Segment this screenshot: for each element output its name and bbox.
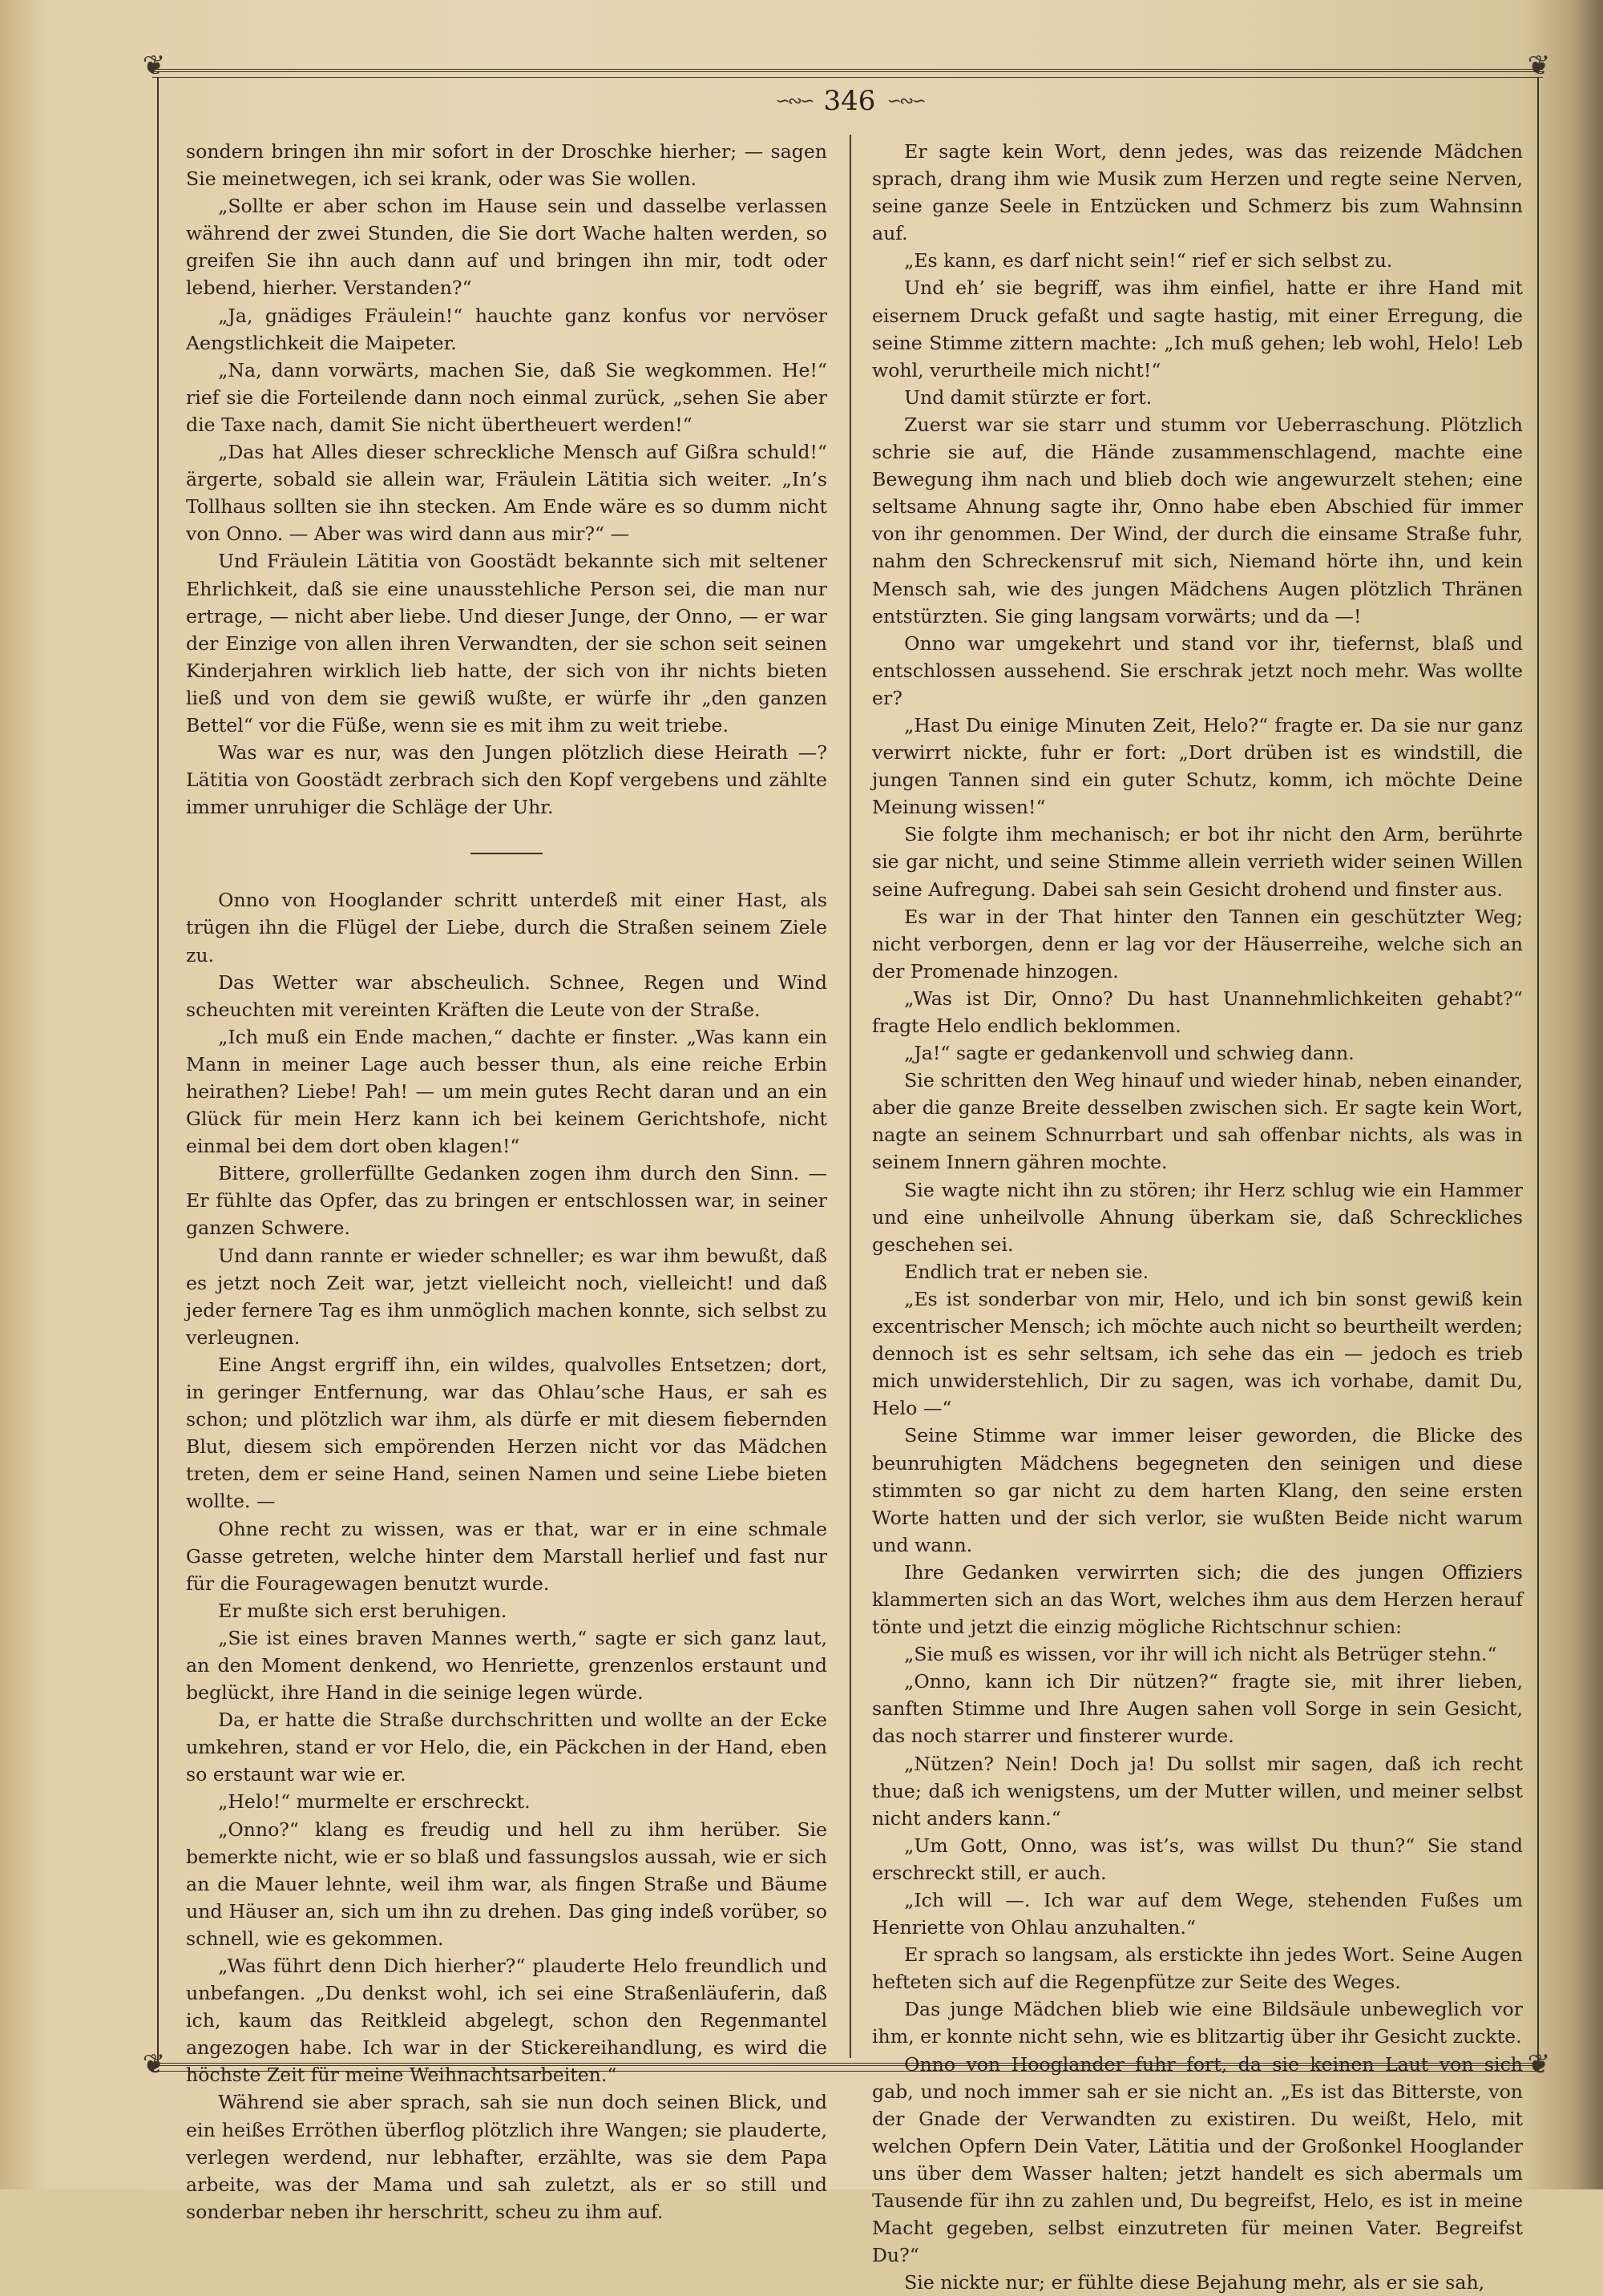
paragraph: Onno von Hooglander schritt unterdeß mit einer Hast, als trügen ihn die Flügel der Liebe, durch die Straßen seinem Ziele zu.: [186, 889, 827, 966]
paragraph: Was war es nur, was den Jungen plötzlich diese Heirath —? Lätitia von Goostädt zerbrach sich den Kopf vergebens und zählte immer unruhiger die Schläge der Uhr.: [186, 741, 827, 819]
paragraph: Onno von Hooglander fuhr fort, da sie keinen Laut von sich gab, und noch immer sah er sie nicht an. „Es ist das Bitterste, von der Gnade der Verwandten zu existiren. Du weißt, Helo, mit welchen Opfern Dein Vater, Lätitia und der Großonkel Hooglander uns über dem Wasser halten; jetzt handelt es sich abermals um Tausende für ihn zu zahlen und, Du begreifst, Helo, es ist in meine Macht gegeben, selbst einzutreten für meinen Vater. Begreifst Du?“: [872, 2052, 1523, 2267]
paragraph: Ohne recht zu wissen, was er that, war er in eine schmale Gasse getreten, welche hinter dem Marstall herlief und fast nur für die Fouragewagen benutzt wurde.: [186, 1517, 827, 1595]
paragraph: sondern bringen ihn mir sofort in der Droschke hierher; — sagen Sie meinetwegen, ich sei krank, oder was Sie wollen.: [186, 140, 827, 191]
paragraph: „Hast Du einige Minuten Zeit, Helo?“ fragte er. Da sie nur ganz verwirrt nickte, fuhr er fort: „Dort drüben ist es windstill, die jungen Tannen sind ein guter Schutz, komm, ich möchte Deine Meinung wissen!“: [872, 713, 1523, 819]
paragraph: Bittere, grollerfüllte Gedanken zogen ihm durch den Sinn. — Er fühlte das Opfer, das zu bringen er entschlossen war, in seiner ganzen Schwere.: [186, 1162, 827, 1240]
paragraph: Es war in der That hinter den Tannen ein geschützter Weg; nicht verborgen, denn er lag vor der Häuserreihe, welche sich an der Promenade hinzogen.: [872, 905, 1523, 983]
paragraph: Er mußte sich erst beruhigen.: [218, 1599, 507, 1622]
paragraph: „Helo!“ murmelte er erschreckt.: [218, 1790, 531, 1814]
flourish-right-icon: ∽∾∽: [886, 91, 924, 111]
paragraph: Endlich trat er neben sie.: [904, 1260, 1149, 1283]
paragraph: Und Fräulein Lätitia von Goostädt bekannte sich mit seltener Ehrlichkeit, daß sie eine unausstehliche Person sei, die man nur ertrage, — nicht aber liebe. Und dieser Junge, der Onno, — er war der Einzige von allen ihren Verwandten, der sie schon seit seinen Kinderjahren wirklich lieb hatte, der sich von ihr nichts bieten ließ und von dem sie gewiß wußte, er würfe ihr „den ganzen Bettel“ vor die Füße, wenn sie es mit ihm zu weit triebe.: [186, 550, 827, 736]
paragraph: „Na, dann vorwärts, machen Sie, daß Sie wegkommen. He!“ rief sie die Forteilende dann noch einmal zurück, „sehen Sie aber die Taxe nach, damit Sie nicht übertheuert werden!“: [186, 358, 827, 436]
paragraph: Zuerst war sie starr und stumm vor Ueberraschung. Plötzlich schrie sie auf, die Hände zusammenschlagend, machte eine Bewegung ihm nach und blieb doch wie angewurzelt stehen; eine seltsame Ahnung sagte ihr, Onno habe eben Abschied für immer von ihr genommen. Der Wind, der durch die einsame Straße fuhr, nahm den Schreckensruf mit sich, Niemand hörte ihn, und kein Mensch sah, wie des jungen Mädchens Augen plötzlich Thränen entstürzten. Sie ging langsam vorwärts; und da —!: [872, 413, 1523, 627]
paragraph: „Ich muß ein Ende machen,“ dachte er finster. „Was kann ein Mann in meiner Lage auch besser thun, als eine reiche Erbin heirathen? Liebe! Pah! — um mein gutes Recht daran und an ein Glück für mein Herz kann ich bei keinem Gerichtshofe, nicht einmal bei dem dort oben klagen!“: [186, 1025, 827, 1158]
left-border: [157, 77, 159, 2063]
paragraph: „Onno, kann ich Dir nützen?“ fragte sie, mit ihrer lieben, sanften Stimme und Ihre Augen sahen voll Sorge in sein Gesicht, das noch starrer und finsterer wurde.: [872, 1670, 1523, 1748]
paragraph: „Es kann, es darf nicht sein!“ rief er sich selbst zu.: [904, 249, 1393, 272]
paragraph: Ihre Gedanken verwirrten sich; die des jungen Offiziers klammerten sich an das Wort, welches ihm aus dem Herzen herauf tönte und jetzt die einzig mögliche Richtschnur schien:: [872, 1560, 1523, 1639]
page-number: 346: [823, 85, 876, 117]
left-column: [186, 138, 827, 2225]
paragraph: „Sie muß es wissen, vor ihr will ich nicht als Betrüger stehn.“: [904, 1643, 1497, 1666]
paragraph: Und damit stürzte er fort.: [904, 385, 1153, 409]
right-column: [872, 138, 1523, 2296]
flourish-left-icon: ∽∾∽: [775, 91, 813, 111]
paragraph: Sie nickte nur; er fühlte diese Bejahung mehr, als er sie sah,: [904, 2271, 1485, 2294]
paragraph: „Ja, gnädiges Fräulein!“ hauchte ganz konfus vor nervöser Aengstlichkeit die Maipeter.: [186, 304, 827, 354]
paragraph: Sie folgte ihm mechanisch; er bot ihr nicht den Arm, berührte sie gar nicht, und seine Stimme allein verrieth wider seinen Willen seine Aufregung. Dabei sah sein Gesicht drohend und finster aus.: [872, 823, 1523, 901]
corner-ornament-top-right-icon: ❦: [1527, 50, 1551, 82]
paragraph: Und dann rannte er wieder schneller; es war ihm bewußt, daß es jetzt noch Zeit war, jetzt vielleicht noch, vielleicht! und daß jeder fernere Tag es ihm unmöglich machen konnte, sich selbst zu verleugnen.: [186, 1244, 827, 1349]
corner-ornament-top-left-icon: ❦: [142, 50, 166, 82]
paragraph: „Ja!“ sagte er gedankenvoll und schwieg dann.: [904, 1042, 1355, 1065]
paragraph: „Um Gott, Onno, was ist’s, was willst Du thun?“ Sie stand erschreckt still, er auch.: [872, 1834, 1523, 1884]
paragraph: Da, er hatte die Straße durchschritten und wollte an der Ecke umkehren, stand er vor Helo, die, ein Päckchen in der Hand, eben so erstaunt war wie er.: [186, 1709, 827, 1786]
paragraph: Er sagte kein Wort, denn jedes, was das reizende Mädchen sprach, drang ihm wie Musik zum Herzen und regte seine Nerven, seine ganze Seele in Entzücken und Schmerz bis zum Wahnsinn auf.: [872, 140, 1523, 245]
paragraph: Das junge Mädchen blieb wie eine Bildsäule unbeweglich vor ihm, er konnte nicht sehn, wie es blitzartig über ihr Gesicht zuckte.: [872, 1998, 1523, 2048]
paragraph: Und eh’ sie begriff, was ihm einfiel, hatte er ihre Hand mit eisernem Druck gefaßt und sagte hastig, mit einer Erregung, die seine Stimme zittern machte: „Ich muß gehen; leb wohl, Helo! Leb wohl, verurtheile mich nicht!“: [872, 276, 1523, 381]
column-divider: [850, 135, 851, 2058]
top-border: [152, 69, 1543, 72]
paragraph: Während sie aber sprach, sah sie nun doch seinen Blick, und ein heißes Erröthen überflog plötzlich ihre Wangen; sie plauderte, verlegen werdend, nur lebhafter, erzählte, was sie dem Papa arbeite, was der Mama und sah zuletzt, als er so still und sonderbar neben ihr herschritt, scheu zu ihm auf.: [186, 2091, 827, 2223]
paragraph: Seine Stimme war immer leiser geworden, die Blicke des beunruhigten Mädchens begegneten den seinigen und diese stimmten so gar nicht zu dem harten Klang, den seine ersten Worte hatten und der sich verlor, sie wußten Beide nicht warum und wann.: [872, 1424, 1523, 1556]
paragraph: „Onno?“ klang es freudig und hell zu ihm herüber. Sie bemerkte nicht, wie er so blaß und fassungslos aussah, wie er sich an die Mauer lehnte, weil ihm war, als fingen Straße und Bäume und Häuser an, sich um ihn zu drehen. Das ging indeß vorüber, so schnell, wie es gekommen.: [186, 1818, 827, 1950]
top-border-inner: [152, 77, 1543, 78]
paragraph: Das Wetter war abscheulich. Schnee, Regen und Wind scheuchten mit vereinten Kräften die Leute von der Straße.: [186, 970, 827, 1021]
paragraph: „Sie ist eines braven Mannes werth,“ sagte er sich ganz laut, an den Moment denkend, wo Henriette, grenzenlos erstaunt und beglückt, ihre Hand in die seinige legen würde.: [186, 1626, 827, 1705]
paragraph: Sie wagte nicht ihn zu stören; ihr Herz schlug wie ein Hammer und eine unheilvolle Ahnung überkam sie, daß Schreckliches geschehen sei.: [872, 1178, 1523, 1256]
corner-ornament-bottom-left-icon: ❦: [142, 2048, 166, 2080]
right-border: [1537, 77, 1539, 2063]
paragraph: „Was führt denn Dich hierher?“ plauderte Helo freundlich und unbefangen. „Du denkst wohl, ich sei eine Straßenläuferin, daß ich, kaum das Reitkleid abgelegt, schon den Regenmantel angezogen habe. Ich war in der Stickereihandlung, es wird die höchste Zeit für meine Weihnachtsarbeiten.“: [186, 1955, 827, 2087]
paragraph: „Das hat Alles dieser schreckliche Mensch auf Gißra schuld!“ ärgerte, sobald sie allein war, Fräulein Lätitia sich weiter. „In’s Tollhaus sollten sie ihn stecken. Am Ende wäre es so dumm nicht von Onno. — Aber was wird dann aus mir?“ —: [186, 441, 827, 546]
paragraph: „Nützen? Nein! Doch ja! Du sollst mir sagen, daß ich recht thue; daß ich wenigstens, um der Mutter willen, und meiner selbst nicht anders kann.“: [872, 1752, 1523, 1830]
paragraph: „Was ist Dir, Onno? Du hast Unannehmlichkeiten gehabt?“ fragte Helo endlich beklommen.: [872, 987, 1523, 1037]
paragraph: „Es ist sonderbar von mir, Helo, und ich bin sonst gewiß kein excentrischer Mensch; ich möchte auch nicht so beurtheilt werden; dennoch ist es sehr seltsam, ich sehe das ein — jedoch es trieb mich unwiderstehlich, Dir zu sagen, was ich vorhabe, damit Du, Helo —“: [872, 1287, 1523, 1420]
paragraph: Eine Angst ergriff ihn, ein wildes, qualvolles Entsetzen; dort, in geringer Entfernung, war das Ohlau’sche Haus, er sah es schon; und plötzlich war ihm, als dürfe er mit diesem fiebernden Blut, diesem sich empörenden Herzen nicht vor das Mädchen treten, dem er seine Hand, seinen Namen und seine Liebe bieten wollte. —: [186, 1353, 827, 1513]
paragraph: Sie schritten den Weg hinauf und wieder hinab, neben einander, aber die ganze Breite desselben zwischen sich. Er sagte kein Wort, nagte an seinem Schnurrbart und sah offenbar nichts, als was in seinem Innern gähren mochte.: [872, 1069, 1523, 1174]
paragraph: Er sprach so langsam, als erstickte ihn jedes Wort. Seine Augen hefteten sich auf die Regenpfütze zur Seite des Weges.: [872, 1943, 1523, 1994]
section-separator: [470, 853, 543, 854]
corner-ornament-bottom-right-icon: ❦: [1527, 2048, 1551, 2080]
paragraph: Onno war umgekehrt und stand vor ihr, tiefernst, blaß und entschlossen aussehend. Sie erschrak jetzt noch mehr. Was wollte er?: [872, 632, 1523, 709]
paragraph: „Ich will —. Ich war auf dem Wege, stehenden Fußes um Henriette von Ohlau anzuhalten.“: [872, 1889, 1523, 1939]
page-header: [721, 79, 978, 123]
paragraph: „Sollte er aber schon im Hause sein und dasselbe verlassen während der zwei Stunden, die Sie dort Wache halten werden, so greifen Sie ihn auch dann auf und bringen ihn mir, todt oder lebend, hierher. Verstanden?“: [186, 195, 827, 300]
